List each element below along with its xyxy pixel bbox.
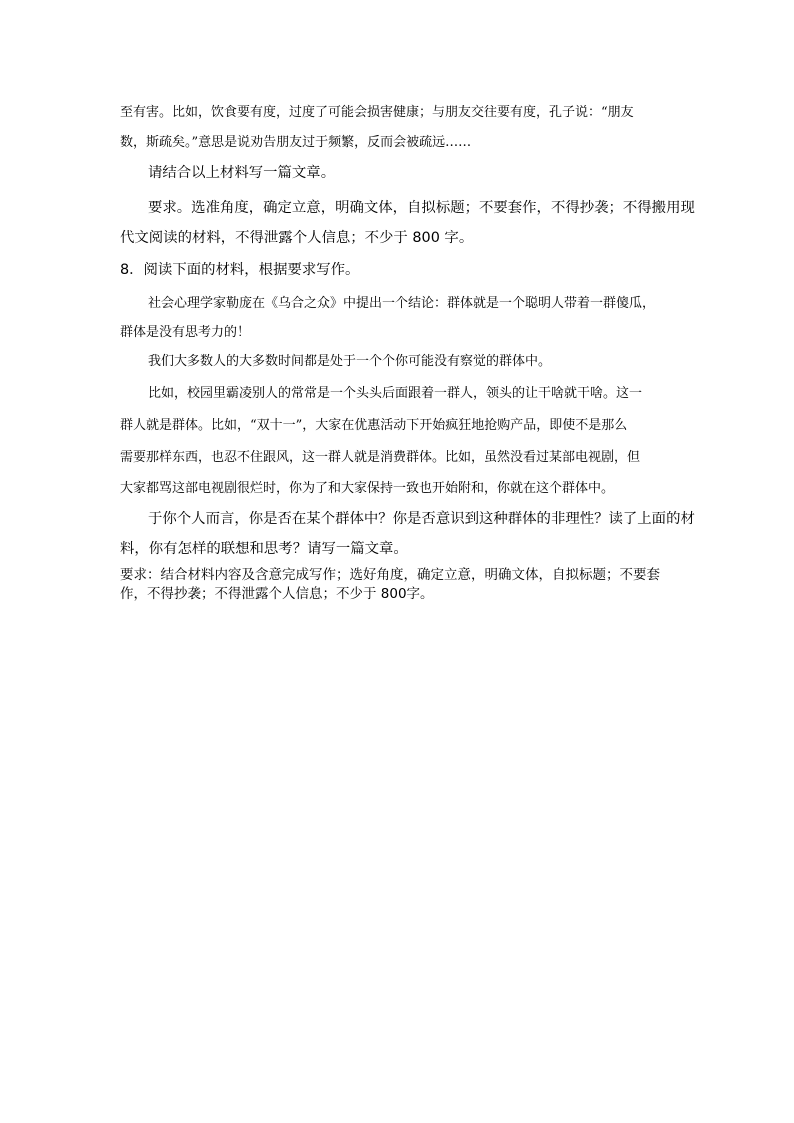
requirements-line: 要求：结合材料内容及含意完成写作；选好角度，确定立意，明确文体，自拟标题；不要套 [120, 567, 660, 583]
requirements-line: 作，不得抄袭；不得泄露个人信息；不少于 800字。 [120, 586, 434, 602]
material-line: 需要那样东西，也忍不住跟风，这一群人就是消费群体。比如，虽然没看过某部电视剧，但 [120, 450, 641, 465]
writing-prompt-line: 于你个人而言，你是否在某个群体中？你是否意识到这种群体的非理性？读了上面的材 [148, 511, 695, 527]
material-line: 至有害。比如，饮食要有度，过度了可能会损害健康；与朋友交往要有度，孔子说：“朋友 [120, 105, 634, 120]
requirements-line: 代文阅读的材料，不得泄露个人信息；不少于 800 字。 [120, 230, 474, 246]
material-line: 大家都骂这部电视剧很烂时，你为了和大家保持一致也开始附和，你就在这个群体中。 [120, 481, 615, 496]
material-line: 群人就是群体。比如，“双十一”，大家在优惠活动下开始疯狂地抢购产品，即使不是那么 [120, 418, 628, 433]
question-heading: 8．阅读下面的材料，根据要求写作。 [120, 262, 360, 278]
writing-prompt-line: 料，你有怎样的联想和思考？请写一篇文章。 [120, 541, 408, 557]
previous-instruction: 请结合以上材料写一篇文章。 [148, 165, 336, 181]
material-line: 我们大多数人的大多数时间都是处于一个个你可能没有察觉的群体中。 [148, 354, 552, 369]
material-line: 群体是没有思考力的！ [120, 325, 251, 340]
material-line: 比如，校园里霸凌别人的常常是一个头头后面跟着一群人，领头的让干啥就干啥。这一 [148, 386, 643, 401]
material-line: 社会心理学家勒庞在《乌合之众》中提出一个结论：群体就是一个聪明人带着一群傻瓜， [148, 296, 656, 311]
material-line: 数，斯疏矣。”意思是说劝告朋友过于频繁，反而会被疏远…… [120, 135, 472, 150]
requirements-line: 要求。选准角度，确定立意，明确文体，自拟标题；不要套作，不得抄袭；不得搬用现 [148, 200, 695, 216]
